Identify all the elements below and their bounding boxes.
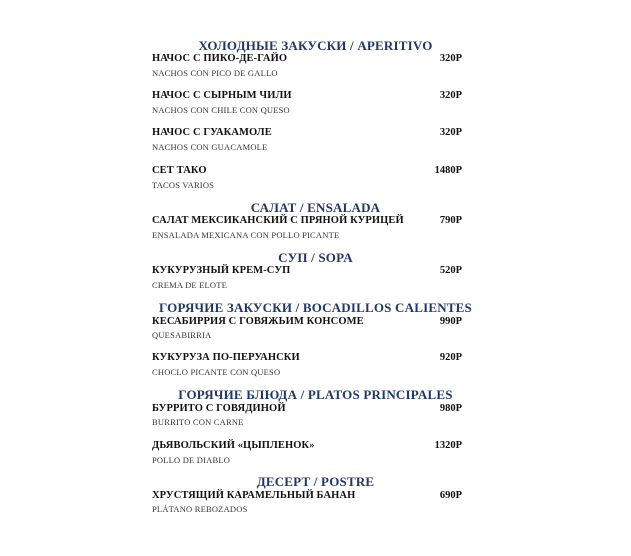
- menu-item-price: 320Р: [439, 127, 462, 138]
- menu-item-subtitle: NACHOS CON CHILE CON QUESO: [152, 105, 290, 115]
- menu-item-price: 990Р: [439, 316, 462, 327]
- menu-item-name: САЛАТ МЕКСИКАНСКИЙ С ПРЯНОЙ КУРИЦЕЙ: [152, 215, 404, 226]
- menu-item-subtitle: ENSALADA MEXICANA CON POLLO PICANTE: [152, 230, 340, 240]
- section-title-platos-principales: ГОРЯЧИЕ БЛЮДА / PLATOS PRINCIPALES: [178, 387, 453, 402]
- menu-item-subtitle: NACHOS CON GUACAMOLE: [152, 142, 268, 152]
- menu-item-name: КУКУРУЗНЫЙ КРЕМ-СУП: [152, 265, 291, 276]
- menu-item-price: 980Р: [439, 403, 462, 414]
- menu-item-name: НАЧОС С ПИКО-ДЕ-ГАЙО: [152, 53, 288, 64]
- menu-item-subtitle: NACHOS CON PICO DE GALLO: [152, 68, 278, 78]
- section-title-postre: ДЕСЕРТ / POSTRE: [256, 474, 375, 489]
- section-title-aperitivo: ХОЛОДНЫЕ ЗАКУСКИ / APERITIVO: [198, 38, 433, 53]
- menu-item-name: КЕСАБИРРИЯ С ГОВЯЖЬИМ КОНСОМЕ: [152, 316, 364, 327]
- menu-item-price: 320Р: [439, 53, 462, 64]
- section-title-sopa: СУП / SOPA: [278, 250, 353, 265]
- menu-item-name: ДЬЯВОЛЬСКИЙ «ЦЫПЛЕНОК»: [152, 440, 315, 451]
- menu-item-subtitle: QUESABIRRIA: [152, 330, 212, 340]
- menu-item-price: 1320Р: [434, 440, 462, 451]
- menu-item-name: КУКУРУЗА ПО-ПЕРУАНСКИ: [152, 352, 300, 363]
- menu-item-name: НАЧОС С СЫРНЫМ ЧИЛИ: [152, 90, 292, 101]
- menu-item-price: 320Р: [439, 90, 462, 101]
- menu-item-price: 920Р: [439, 352, 462, 363]
- menu-item-price: 690Р: [439, 490, 462, 501]
- menu-item-name: НАЧОС С ГУАКАМОЛЕ: [152, 127, 272, 138]
- menu-item-price: 520Р: [439, 265, 462, 276]
- menu-item-name: ХРУСТЯЩИЙ КАРАМЕЛЬНЫЙ БАНАН: [152, 490, 356, 501]
- menu-item-subtitle: CREMA DE ELOTE: [152, 280, 228, 290]
- section-title-bocadillos-calientes: ГОРЯЧИЕ ЗАКУСКИ / BOCADILLOS CALIENTES: [159, 300, 472, 315]
- menu-item-subtitle: TACOS VARIOS: [152, 180, 215, 190]
- menu-item-subtitle: CHOCLO PICANTE CON QUESO: [152, 367, 281, 377]
- section-title-ensalada: САЛАТ / ENSALADA: [250, 200, 381, 215]
- menu-item-subtitle: POLLO DE DIABLO: [152, 455, 231, 465]
- menu-item-name: СЕТ ТАКО: [152, 165, 207, 176]
- menu-item-subtitle: PLÁTANO REBOZADOS: [152, 504, 248, 514]
- menu-item-price: 790Р: [439, 215, 462, 226]
- menu-item-price: 1480Р: [434, 165, 462, 176]
- menu-item-name: БУРРИТО С ГОВЯДИНОЙ: [152, 403, 286, 414]
- menu-item-subtitle: BURRITO CON CARNE: [152, 417, 244, 427]
